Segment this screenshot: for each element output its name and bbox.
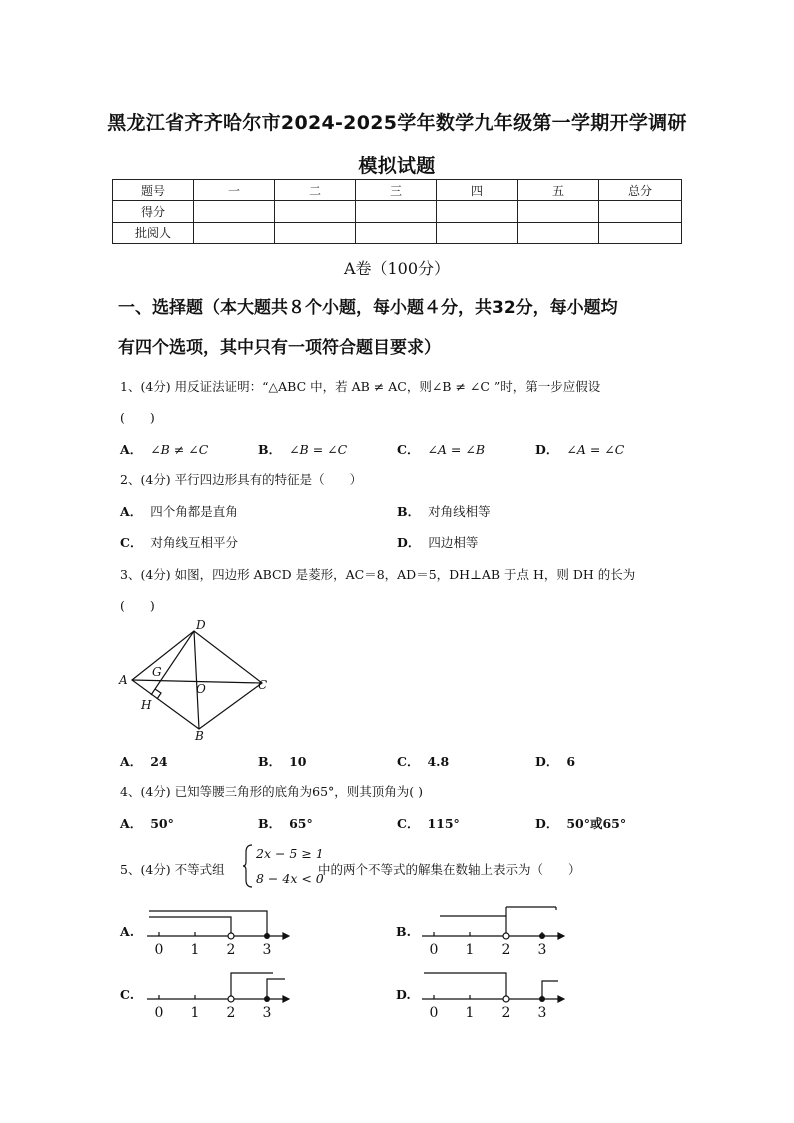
option-label: C． (397, 442, 420, 457)
question-3-paren: ( ) (120, 598, 155, 613)
score-header-cell: 五 (518, 180, 599, 201)
label-h: H (141, 698, 152, 712)
score-table (112, 179, 682, 244)
label-a: A (119, 673, 128, 687)
score-table-row (113, 222, 682, 243)
score-cell (275, 222, 356, 243)
score-cell (599, 201, 682, 222)
label-b: B (195, 729, 204, 743)
svg-text:3: 3 (262, 942, 272, 958)
score-cell (194, 201, 275, 222)
option-label: B． (397, 504, 421, 519)
svg-text:1: 1 (465, 942, 475, 958)
score-cell (437, 201, 518, 222)
option-text: 4.8 (427, 754, 450, 769)
svg-text:0: 0 (154, 942, 164, 958)
section-heading-line2: 有四个选项，其中只有一项符合题目要求） (118, 338, 441, 358)
option-label: A． (120, 754, 143, 769)
option-text: ∠B ≠ ∠C (150, 442, 209, 457)
page-subtitle: 模拟试题 (358, 155, 436, 177)
question-3-stem: 3、(4分) 如图，四边形 ABCD 是菱形，AC＝8，AD＝5，DH⊥AB 于点 H，则 DH 的长为 (120, 567, 636, 582)
q1-option-c (397, 440, 485, 458)
question-5-suffix: 中的两个不等式的解集在数轴上表示为（ ） (318, 862, 581, 877)
option-label: D． (535, 442, 559, 457)
svg-text:1: 1 (190, 1005, 200, 1021)
score-header-cell: 三 (356, 180, 437, 201)
q1-option-a (120, 440, 208, 458)
q5-option-d-label: D. (396, 987, 411, 1002)
option-text: 50°或65° (566, 816, 627, 831)
q4-option-c (397, 814, 468, 832)
score-header-cell: 二 (275, 180, 356, 201)
option-text: 10 (289, 754, 307, 769)
q5-option-a-label: A. (120, 924, 135, 939)
svg-text:3: 3 (262, 1005, 272, 1021)
volume-label: A卷（100分） (343, 259, 451, 278)
q3-option-b (258, 752, 314, 770)
svg-text:3: 3 (537, 1005, 547, 1021)
q2-option-b (397, 502, 491, 520)
q4-option-b (258, 814, 321, 832)
question-4-stem: 4、(4分) 已知等腰三角形的底角为65°，则其顶角为( ) (120, 784, 424, 799)
option-label: D． (535, 754, 559, 769)
score-row-label: 得分 (113, 201, 194, 222)
number-line-d (420, 966, 565, 1022)
option-text: 115° (427, 816, 460, 831)
svg-text:0: 0 (154, 1005, 164, 1021)
score-cell (275, 201, 356, 222)
score-table-row (113, 201, 682, 222)
score-header-cell: 四 (437, 180, 518, 201)
option-label: D． (397, 535, 421, 550)
score-cell (194, 222, 275, 243)
option-label: C． (397, 754, 420, 769)
svg-text:2: 2 (501, 1005, 511, 1021)
q2-option-a (120, 502, 238, 520)
q3-option-c (397, 752, 457, 770)
option-label: C． (120, 535, 143, 550)
score-cell (437, 222, 518, 243)
option-text: ∠A = ∠C (566, 442, 625, 457)
question-5-prefix: 5、(4分) 不等式组 (120, 862, 225, 877)
option-label: B． (258, 754, 282, 769)
svg-text:2: 2 (226, 1005, 236, 1021)
question-1-stem: 1、(4分) 用反证法证明：“△ABC 中，若 AB ≠ AC，则∠B ≠ ∠C ”时，第一步应假设 (120, 379, 601, 394)
svg-text:0: 0 (429, 1005, 439, 1021)
option-label: D． (535, 816, 559, 831)
question-1-paren: ( ) (120, 410, 155, 425)
q1-option-d (535, 440, 624, 458)
svg-text:2: 2 (226, 942, 236, 958)
label-c: C (258, 678, 268, 692)
label-d: D (196, 618, 206, 632)
page-title: 黑龙江省齐齐哈尔市2024-2025学年数学九年级第一学期开学调研 (107, 112, 687, 134)
score-cell (518, 222, 599, 243)
score-header-cell: 一 (194, 180, 275, 201)
section-heading-line1: 一、选择题（本大题共８个小题，每小题４分，共32分，每小题均 (118, 298, 618, 318)
rhombus-figure (112, 614, 282, 744)
option-label: A． (120, 504, 143, 519)
svg-text:2: 2 (501, 942, 511, 958)
option-label: A． (120, 816, 143, 831)
q2-option-c (120, 533, 238, 551)
svg-text:1: 1 (465, 1005, 475, 1021)
system-brace (242, 843, 254, 889)
score-header-cell: 总分 (599, 180, 682, 201)
q3-option-a (120, 752, 176, 770)
score-table-header-row (113, 180, 682, 201)
inequality-2: 8 − 4x < 0 (256, 871, 324, 886)
option-text: 对角线相等 (428, 504, 491, 519)
q2-option-d (397, 533, 478, 551)
q1-option-b (258, 440, 347, 458)
svg-text:0: 0 (429, 942, 439, 958)
option-text: 6 (566, 754, 576, 769)
number-line-b (420, 902, 565, 958)
q5-option-c-label: C. (120, 987, 135, 1002)
q4-option-a (120, 814, 182, 832)
number-line-c (145, 968, 290, 1022)
label-o: O (196, 682, 206, 696)
number-line-a (145, 906, 290, 958)
inequality-1: 2x − 5 ≥ 1 (256, 846, 324, 861)
q5-option-b-label: B. (396, 924, 411, 939)
q3-option-d (535, 752, 583, 770)
score-cell (356, 222, 437, 243)
option-label: B． (258, 816, 282, 831)
score-cell (356, 201, 437, 222)
score-header-cell: 题号 (113, 180, 194, 201)
label-g: G (152, 665, 162, 679)
option-text: 65° (289, 816, 313, 831)
option-label: C． (397, 816, 420, 831)
option-text: 对角线互相平分 (150, 535, 238, 550)
score-row-label: 批阅人 (113, 222, 194, 243)
diagonal-bd (194, 631, 199, 729)
option-text: ∠A = ∠B (427, 442, 486, 457)
option-text: 50° (150, 816, 174, 831)
option-label: A． (120, 442, 143, 457)
question-2-stem: 2、(4分) 平行四边形具有的特征是（ ） (120, 472, 363, 487)
score-cell (518, 201, 599, 222)
option-text: ∠B = ∠C (289, 442, 348, 457)
altitude-dh (151, 631, 194, 695)
svg-text:3: 3 (537, 942, 547, 958)
score-cell (599, 222, 682, 243)
option-text: 四边相等 (428, 535, 479, 550)
svg-text:1: 1 (190, 942, 200, 958)
option-label: B． (258, 442, 282, 457)
option-text: 24 (150, 754, 168, 769)
q4-option-d (535, 814, 634, 832)
option-text: 四个角都是直角 (150, 504, 238, 519)
